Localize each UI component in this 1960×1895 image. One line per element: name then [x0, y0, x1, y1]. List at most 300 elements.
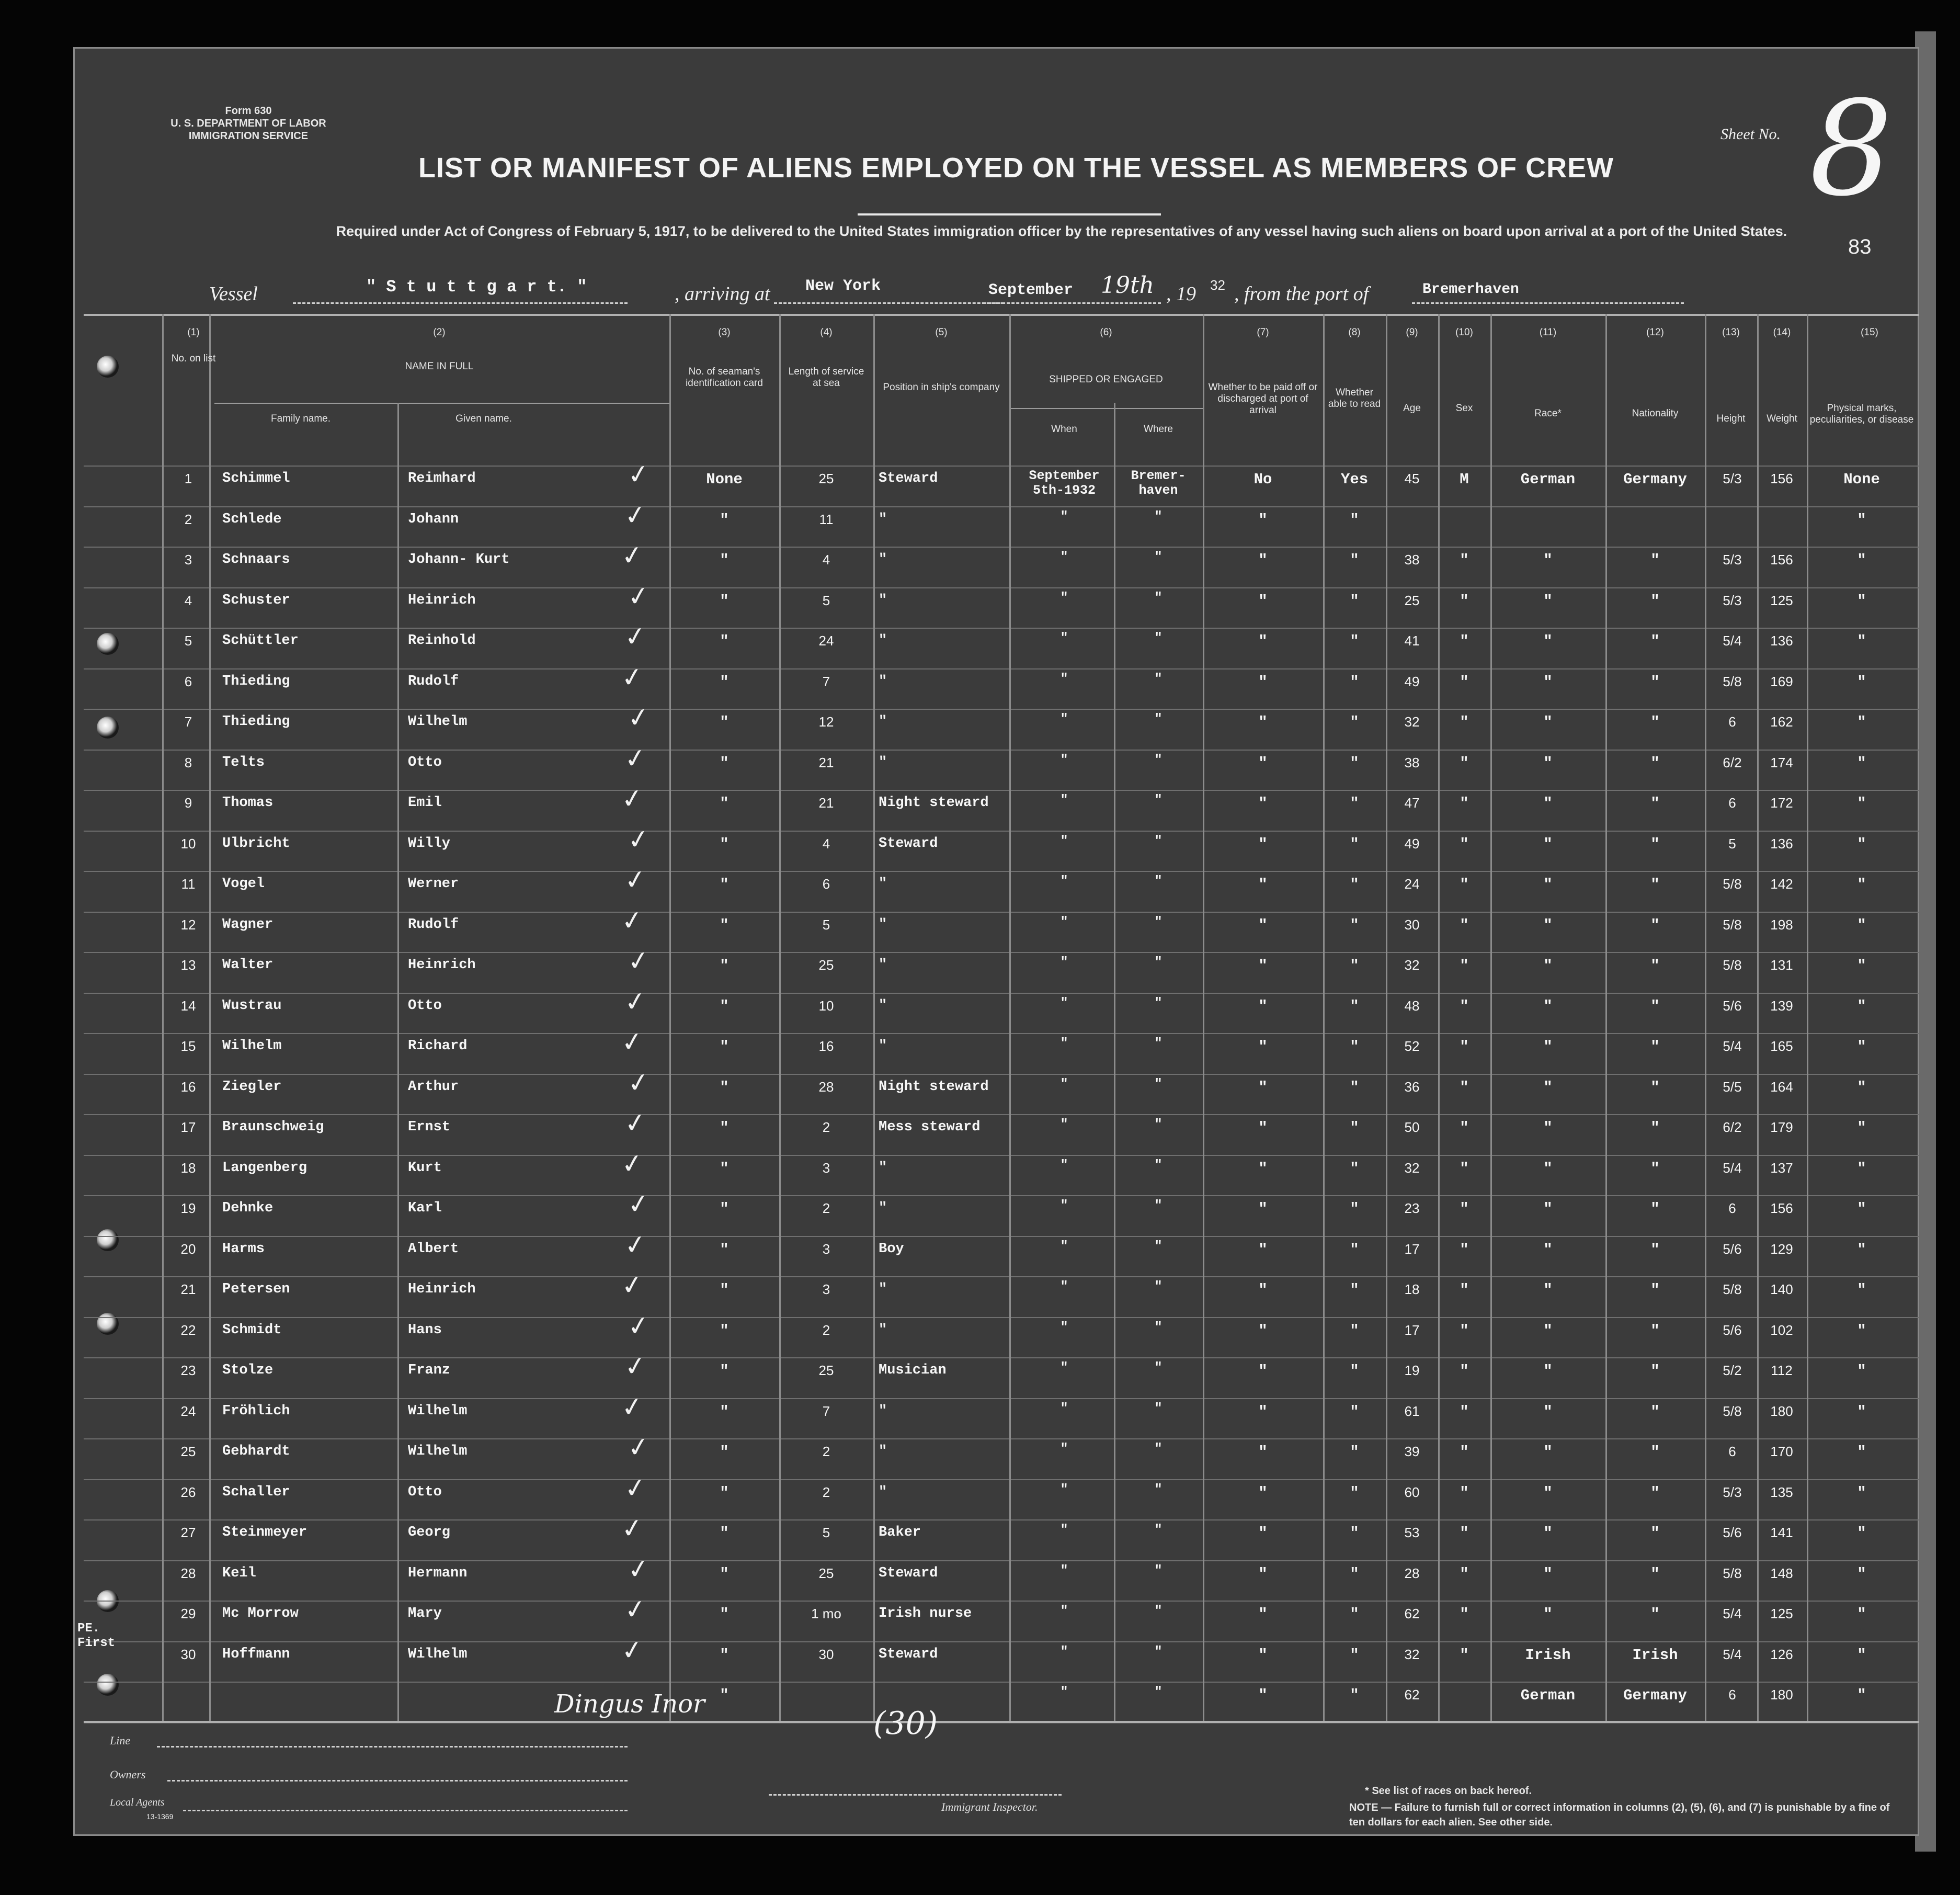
cell-given: Rudolf — [408, 673, 459, 689]
cell-height: 6/2 — [1723, 1119, 1742, 1135]
cell-marks: " — [1857, 997, 1866, 1015]
cell-family: Braunschweig — [222, 1119, 324, 1135]
cell-marks: " — [1857, 795, 1866, 812]
ruling-line — [84, 912, 1919, 913]
cell-height: 6 — [1728, 714, 1736, 730]
cell-sex: " — [1460, 1079, 1469, 1096]
col-2-header: NAME IN FULL — [405, 361, 474, 372]
cell-race: " — [1543, 1565, 1553, 1583]
cell-position: " — [879, 957, 887, 973]
cell-nationality: " — [1650, 1444, 1660, 1461]
cell-no: 26 — [180, 1484, 196, 1500]
cell-card: " — [720, 552, 729, 569]
cell-given: Wilhelm — [408, 1444, 468, 1459]
cell-where: " — [1154, 1643, 1163, 1659]
cell-height: 5/2 — [1723, 1363, 1742, 1378]
cell-service: 21 — [818, 754, 834, 770]
punch-hole — [97, 717, 119, 739]
punch-hole — [97, 633, 119, 655]
cell-where: " — [1154, 1481, 1163, 1497]
col-10-number: (10) — [1455, 327, 1473, 338]
col-4-number: (4) — [820, 327, 833, 338]
cell-marks: " — [1857, 1444, 1866, 1461]
cell-paid: " — [1258, 1119, 1268, 1137]
cell-marks: " — [1857, 1687, 1866, 1704]
checkmark-icon: ✓ — [625, 579, 652, 613]
cell-age: 24 — [1404, 876, 1420, 892]
cell-age: 38 — [1404, 754, 1420, 770]
cell-read: " — [1350, 1565, 1359, 1583]
cell-given: Ernst — [408, 1119, 451, 1135]
cell-no: 16 — [180, 1079, 196, 1095]
cell-paid: " — [1258, 835, 1268, 853]
col-14-number: (14) — [1773, 327, 1791, 338]
cell-height: 5/4 — [1723, 1160, 1742, 1176]
cell-weight: 198 — [1770, 916, 1793, 933]
cell-marks: " — [1857, 1606, 1866, 1623]
checkmark-icon: ✓ — [622, 498, 648, 532]
line-label: Line — [110, 1734, 131, 1747]
cell-position: " — [879, 511, 887, 527]
cell-service: 11 — [819, 511, 834, 527]
cell-when: " — [1060, 1238, 1068, 1254]
cell-weight: 129 — [1770, 1241, 1793, 1257]
margin-note: PE. First — [77, 1621, 116, 1650]
cell-height: 5/6 — [1723, 997, 1742, 1014]
col-7-header: Whether to be paid off or discharged at port of arrival — [1208, 382, 1318, 416]
cell-sex: " — [1460, 916, 1469, 934]
cell-marks: " — [1857, 592, 1866, 610]
cell-height: 5 — [1728, 835, 1736, 852]
cell-nationality: " — [1650, 1200, 1660, 1218]
cell-marks: " — [1857, 835, 1866, 853]
ruling-line — [84, 1479, 1919, 1480]
cell-card: " — [720, 1241, 729, 1258]
cell-weight: 142 — [1770, 876, 1793, 892]
cell-position: " — [879, 714, 887, 730]
cell-card: " — [720, 1687, 729, 1704]
cell-weight: 179 — [1770, 1119, 1793, 1135]
cell-height: 5/8 — [1723, 1403, 1742, 1419]
column-divider — [209, 314, 211, 1721]
cell-read: " — [1350, 552, 1359, 569]
cell-read: " — [1350, 1160, 1359, 1177]
cell-card: " — [720, 916, 729, 934]
cell-service: 25 — [818, 471, 834, 486]
cell-height: 5/4 — [1723, 633, 1742, 649]
cell-sex: " — [1460, 1363, 1469, 1380]
cell-card: " — [720, 1606, 729, 1623]
cell-sex: " — [1460, 795, 1469, 812]
cell-read: " — [1350, 997, 1359, 1015]
cell-family: Gebhardt — [222, 1444, 290, 1459]
cell-position: " — [879, 1484, 887, 1500]
cell-age: 48 — [1404, 997, 1420, 1014]
checkmark-icon: ✓ — [625, 701, 652, 734]
cell-family: Wustrau — [222, 997, 282, 1014]
cell-sex: " — [1460, 1646, 1469, 1664]
agents-form-number: 13-1369 — [146, 1812, 174, 1821]
cell-read: " — [1350, 1444, 1359, 1461]
cell-card: " — [720, 754, 729, 772]
ruling-line — [84, 466, 1919, 467]
col-6-header: SHIPPED OR ENGAGED — [1049, 374, 1163, 385]
ruling-line — [84, 547, 1919, 548]
cell-service: 2 — [822, 1444, 830, 1459]
cell-age: 18 — [1404, 1281, 1420, 1297]
cell-family: Fröhlich — [222, 1403, 290, 1419]
cell-nationality: " — [1650, 592, 1660, 610]
cell-marks: " — [1857, 1160, 1866, 1177]
arrival-day: 19th — [1101, 272, 1155, 299]
cell-marks: " — [1857, 1363, 1866, 1380]
when-header: When — [1051, 424, 1077, 435]
cell-position: " — [879, 1403, 887, 1419]
cell-nationality: " — [1650, 1322, 1660, 1340]
handwritten-signature: Dingus Inor — [554, 1689, 705, 1719]
given-name-header: Given name. — [455, 413, 512, 424]
cell-sex: " — [1460, 835, 1469, 853]
cell-nationality: " — [1650, 1281, 1660, 1299]
cell-nationality: " — [1650, 633, 1660, 650]
cell-read: " — [1350, 1687, 1359, 1704]
cell-position: Musician — [879, 1363, 947, 1378]
cell-paid: " — [1258, 1160, 1268, 1177]
checkmark-icon: ✓ — [625, 1187, 652, 1221]
cell-paid: " — [1258, 997, 1268, 1015]
cell-read: " — [1350, 592, 1359, 610]
cell-marks: " — [1857, 552, 1866, 569]
cell-height: 5/3 — [1723, 471, 1742, 486]
cell-height: 5/8 — [1723, 957, 1742, 973]
penalty-note: NOTE — Failure to furnish full or correct information in columns (2), (5), (6), and (7) is punishable by a fine of ten dollars for each alien. See other side. — [1349, 1802, 1890, 1828]
cell-no: 21 — [180, 1281, 196, 1297]
cell-sex: " — [1460, 633, 1469, 650]
column-divider — [1757, 314, 1759, 1721]
cell-nationality: " — [1650, 1403, 1660, 1421]
col-13-number: (13) — [1722, 327, 1740, 338]
cell-weight: 126 — [1770, 1646, 1793, 1662]
cell-where: " — [1154, 792, 1163, 808]
cell-service: 30 — [818, 1646, 834, 1662]
cell-weight: 125 — [1770, 1606, 1793, 1621]
cell-given: Richard — [408, 1038, 468, 1054]
column-divider — [1490, 314, 1492, 1721]
cell-race: " — [1543, 1119, 1553, 1137]
cell-age: 41 — [1404, 633, 1420, 649]
cell-race: " — [1543, 592, 1553, 610]
cell-given: Franz — [408, 1363, 451, 1378]
cell-weight: 148 — [1770, 1565, 1793, 1581]
cell-no: 20 — [180, 1241, 196, 1257]
cell-when: " — [1060, 508, 1068, 524]
ruling-line — [84, 628, 1919, 629]
cell-no: 13 — [180, 957, 196, 973]
cell-no: 22 — [180, 1322, 196, 1338]
cell-sex: " — [1460, 1525, 1469, 1542]
ruling-line — [84, 1033, 1919, 1034]
checkmark-icon: ✓ — [619, 903, 645, 937]
cell-height: 5/4 — [1723, 1606, 1742, 1621]
checkmark-icon: ✓ — [619, 1268, 645, 1302]
col-6-number: (6) — [1100, 327, 1112, 338]
ruling-line — [84, 790, 1919, 791]
checkmark-icon: ✓ — [622, 1471, 648, 1505]
cell-position: Night steward — [879, 1079, 989, 1095]
cell-race: " — [1543, 1281, 1553, 1299]
cell-where: " — [1154, 1238, 1163, 1254]
crew-total: (30) — [873, 1705, 938, 1742]
cell-height: 5/4 — [1723, 1646, 1742, 1662]
cell-nationality: " — [1650, 916, 1660, 934]
cell-given: Rudolf — [408, 916, 459, 933]
cell-card: " — [720, 714, 729, 731]
checkmark-icon: ✓ — [622, 1106, 648, 1140]
cell-when: " — [1060, 1036, 1068, 1051]
col-8-header: Whether able to read — [1328, 387, 1381, 410]
cell-nationality: " — [1650, 1160, 1660, 1177]
cell-sex: " — [1460, 1119, 1469, 1137]
page-number: 83 — [1848, 235, 1872, 258]
cell-race: " — [1543, 633, 1553, 650]
cell-no: 15 — [180, 1038, 196, 1054]
cell-nationality: " — [1650, 835, 1660, 853]
cell-family: Ziegler — [222, 1079, 282, 1095]
cell-card: " — [720, 1322, 729, 1340]
sheet-number: 8 — [1809, 73, 1893, 225]
arrival-port: New York — [805, 277, 881, 295]
cell-paid: No — [1254, 471, 1272, 488]
cell-height: 5/6 — [1723, 1241, 1742, 1257]
column-divider — [1386, 314, 1387, 1721]
cell-read: " — [1350, 1322, 1359, 1340]
cell-family: Harms — [222, 1241, 265, 1257]
column-divider — [873, 314, 875, 1721]
ruling-line — [84, 1276, 1919, 1277]
cell-when: " — [1060, 995, 1068, 1011]
cell-family: Thieding — [222, 673, 290, 689]
cell-family: Walter — [222, 957, 274, 973]
cell-service: 5 — [822, 592, 830, 608]
cell-no: 19 — [180, 1200, 196, 1216]
cell-given: Johann- Kurt — [408, 552, 510, 568]
ruling-line — [84, 668, 1919, 670]
cell-family: Langenberg — [222, 1160, 307, 1176]
cell-no: 6 — [184, 673, 192, 689]
cell-no: 25 — [180, 1444, 196, 1459]
cell-service: 1 mo — [811, 1606, 841, 1621]
cell-read: " — [1350, 511, 1359, 529]
cell-position: " — [879, 1160, 887, 1176]
cell-race: " — [1543, 876, 1553, 893]
cell-no: 27 — [180, 1525, 196, 1540]
cell-where: " — [1154, 589, 1163, 605]
cell-where: " — [1154, 995, 1163, 1011]
cell-race: " — [1543, 1484, 1553, 1502]
sheet-label: Sheet No. — [1720, 126, 1781, 143]
cell-paid: " — [1258, 1200, 1268, 1218]
cell-when: " — [1060, 833, 1068, 848]
cell-when: " — [1060, 1400, 1068, 1416]
cell-card: " — [720, 835, 729, 853]
cell-marks: " — [1857, 1119, 1866, 1137]
column-divider — [1807, 314, 1808, 1721]
cell-family: Schlede — [222, 511, 282, 527]
cell-when: " — [1060, 1522, 1068, 1537]
cell-given: Wilhelm — [408, 714, 468, 730]
cell-age: 32 — [1404, 1646, 1420, 1662]
cell-when: " — [1060, 1684, 1068, 1699]
col-14-header: Weight — [1767, 413, 1797, 424]
cell-height: 6 — [1728, 1200, 1736, 1216]
cell-weight: 140 — [1770, 1281, 1793, 1297]
cell-given: Albert — [408, 1241, 459, 1257]
checkmark-icon: ✓ — [619, 1512, 645, 1545]
cell-no: 9 — [184, 795, 192, 811]
cell-weight: 165 — [1770, 1038, 1793, 1054]
checkmark-icon: ✓ — [625, 822, 652, 856]
cell-read: " — [1350, 754, 1359, 772]
cell-marks: " — [1857, 1322, 1866, 1340]
cell-card: " — [720, 1484, 729, 1502]
column-divider — [669, 314, 671, 1721]
checkmark-icon: ✓ — [619, 782, 645, 815]
cell-read: " — [1350, 633, 1359, 650]
cell-when: " — [1060, 752, 1068, 767]
cell-weight: 156 — [1770, 552, 1793, 568]
cell-family: Steinmeyer — [222, 1525, 307, 1540]
checkmark-icon: ✓ — [625, 1065, 652, 1099]
cell-age: 32 — [1404, 957, 1420, 973]
cell-card: " — [720, 1403, 729, 1421]
cell-age: 17 — [1404, 1241, 1420, 1257]
cell-no: 14 — [180, 997, 196, 1014]
cell-family: Dehnke — [222, 1200, 274, 1216]
cell-when: " — [1060, 1562, 1068, 1578]
cell-read: " — [1350, 673, 1359, 691]
cell-service: 4 — [822, 835, 830, 852]
cell-nationality: Germany — [1623, 1687, 1687, 1704]
checkmark-icon: ✓ — [622, 984, 648, 1018]
cell-read: " — [1350, 1363, 1359, 1380]
year-prefix: , 19 — [1166, 283, 1196, 305]
cell-service: 25 — [818, 1565, 834, 1581]
ruling-line — [84, 1317, 1919, 1318]
cell-paid: " — [1258, 1322, 1268, 1340]
cell-paid: " — [1258, 1403, 1268, 1421]
cell-race: " — [1543, 552, 1553, 569]
cell-service: 2 — [822, 1119, 830, 1135]
title-underline — [858, 213, 1161, 215]
cell-service: 5 — [822, 916, 830, 933]
cell-age: 32 — [1404, 714, 1420, 730]
punch-hole — [97, 1313, 119, 1335]
cell-weight: 174 — [1770, 754, 1793, 770]
cell-height: 5/3 — [1723, 592, 1742, 608]
cell-where: " — [1154, 508, 1163, 524]
cell-card: " — [720, 633, 729, 650]
cell-given: Willy — [408, 835, 451, 852]
cell-height: 6 — [1728, 795, 1736, 811]
cell-given: Karl — [408, 1200, 442, 1216]
cell-where: " — [1154, 1157, 1163, 1173]
cell-height: 5/3 — [1723, 552, 1742, 568]
cell-weight: 164 — [1770, 1079, 1793, 1095]
column-divider — [1705, 314, 1706, 1721]
cell-paid: " — [1258, 714, 1268, 731]
cell-when: " — [1060, 1481, 1068, 1497]
cell-given: Otto — [408, 1484, 442, 1500]
cell-height: 5/8 — [1723, 876, 1742, 892]
vessel-label: Vessel — [209, 283, 258, 305]
cell-age: 17 — [1404, 1322, 1420, 1338]
cell-marks: " — [1857, 1038, 1866, 1056]
cell-service: 3 — [822, 1281, 830, 1297]
cell-position: " — [879, 633, 887, 649]
cell-family: Schüttler — [222, 633, 299, 649]
cell-where: " — [1154, 1441, 1163, 1456]
cell-age: 50 — [1404, 1119, 1420, 1135]
cell-position: Steward — [879, 1646, 938, 1662]
cell-paid: " — [1258, 957, 1268, 974]
cell-card: " — [720, 1525, 729, 1542]
cell-when: " — [1060, 1198, 1068, 1213]
cell-marks: " — [1857, 1079, 1866, 1096]
cell-given: Wilhelm — [408, 1646, 468, 1662]
cell-position: Baker — [879, 1525, 921, 1540]
cell-family: Telts — [222, 754, 265, 770]
cell-position: " — [879, 1444, 887, 1459]
ruling-line — [84, 506, 1919, 507]
cell-paid: " — [1258, 552, 1268, 569]
cell-read: " — [1350, 916, 1359, 934]
from-port-label: , from the port of — [1234, 283, 1369, 305]
page-title: LIST OR MANIFEST OF ALIENS EMPLOYED ON THE VESSEL AS MEMBERS OF CREW — [418, 152, 1614, 184]
cell-service: 7 — [822, 673, 830, 689]
cell-card: " — [720, 511, 729, 529]
column-divider — [397, 403, 399, 1721]
cell-given: Georg — [408, 1525, 451, 1540]
cell-race: " — [1543, 835, 1553, 853]
cell-family: Schaller — [222, 1484, 290, 1500]
ruling-line — [84, 709, 1919, 710]
cell-no: 5 — [184, 633, 192, 649]
cell-position: Steward — [879, 471, 938, 486]
cell-no: 10 — [180, 835, 196, 852]
cell-position: Boy — [879, 1241, 904, 1257]
cell-card: " — [720, 997, 729, 1015]
ruling-line — [84, 1114, 1919, 1115]
cell-marks: None — [1843, 471, 1880, 488]
cell-no: 3 — [184, 552, 192, 568]
cell-family: Keil — [222, 1565, 256, 1581]
cell-sex: " — [1460, 714, 1469, 731]
cell-marks: " — [1857, 673, 1866, 691]
page-subtitle: Required under Act of Congress of February 5, 1917, to be delivered to the United States immigration officer by the representatives of any vessel having such aliens on board upon arrival at a port of the United States. — [336, 223, 1787, 239]
cell-no: 8 — [184, 754, 192, 770]
cell-where: " — [1154, 833, 1163, 848]
cell-when: September 5th-1932 — [1029, 468, 1100, 498]
cell-position: " — [879, 1281, 887, 1297]
cell-paid: " — [1258, 592, 1268, 610]
punch-hole — [97, 1674, 119, 1696]
cell-race: " — [1543, 916, 1553, 934]
cell-no: 17 — [180, 1119, 196, 1135]
checkmark-icon: ✓ — [622, 741, 648, 775]
checkmark-icon: ✓ — [625, 1309, 652, 1343]
cell-family: Schuster — [222, 592, 290, 608]
cell-weight: 131 — [1770, 957, 1793, 973]
